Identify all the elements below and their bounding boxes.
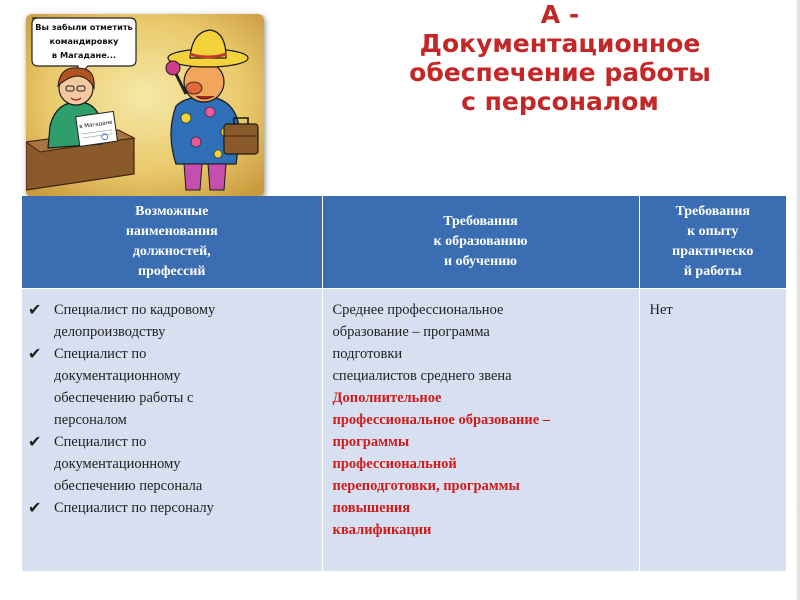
list-item — [28, 431, 314, 497]
header-line: к образованию — [433, 234, 528, 249]
requirements-table — [22, 196, 786, 571]
list-item — [28, 343, 314, 431]
header-line: должностей, — [132, 244, 211, 259]
cartoon-scene — [26, 14, 264, 197]
education-line: образование – программа — [332, 324, 490, 340]
positions-cell — [22, 289, 322, 571]
education-line: подготовки — [332, 346, 403, 362]
speech-line-1: Вы забыли отметить — [35, 22, 133, 32]
header-education — [322, 196, 639, 289]
header-line: Требования — [443, 214, 518, 229]
position-line: обеспечению персонала — [54, 478, 203, 494]
checkmark-icon: ✔ — [28, 498, 42, 517]
position-line: Специалист по персоналу — [54, 500, 214, 516]
checkmark-icon: ✔ — [28, 300, 42, 319]
header-line: профессий — [138, 264, 206, 279]
education-cell — [322, 289, 639, 571]
education-highlight-line: квалификации — [332, 522, 432, 538]
experience-cell — [639, 289, 786, 571]
position-line: персоналом — [54, 412, 127, 428]
slide-edge — [796, 0, 800, 600]
header-line: к опыту — [687, 224, 739, 239]
position-line: обеспечению работы с — [54, 390, 194, 406]
education-line: специалистов среднего звена — [332, 368, 512, 384]
experience-value: Нет — [649, 302, 673, 318]
header-line: Требования — [675, 204, 751, 219]
education-highlight-line: программы — [332, 434, 410, 450]
cartoon-illustration — [26, 14, 264, 197]
position-line: Специалист по — [54, 346, 147, 362]
header-positions — [22, 196, 322, 289]
header-experience — [639, 196, 786, 289]
title-line: А - — [540, 0, 580, 29]
education-line: Среднее профессиональное — [332, 302, 504, 318]
list-item — [28, 497, 314, 519]
header-line: Возможные — [135, 204, 209, 219]
header-line: и обучению — [444, 254, 517, 269]
education-highlight-line: повышения — [332, 500, 411, 516]
speech-line-3: в Магадане... — [51, 50, 117, 60]
table-row — [22, 289, 786, 571]
speech-line-2: командировку — [49, 36, 119, 46]
checkmark-icon: ✔ — [28, 344, 42, 363]
checkmark-icon: ✔ — [28, 432, 42, 451]
education-highlight-line: Дополнительное — [332, 390, 442, 406]
position-line: Специалист по кадровому — [54, 302, 216, 318]
table-header-row — [22, 196, 786, 289]
title-line: Документационное — [419, 29, 701, 58]
education-highlight-line: профессиональное образование – — [332, 412, 551, 428]
position-line: документационному — [54, 368, 181, 384]
title-line: с персоналом — [461, 87, 659, 116]
paper-sheet — [76, 111, 118, 146]
education-highlight-line: профессиональной — [332, 456, 457, 472]
page-title — [340, 0, 780, 150]
header-line: наименования — [125, 224, 218, 239]
position-line: документационному — [54, 456, 181, 472]
briefcase-icon — [224, 124, 258, 154]
header-line: практическо — [672, 244, 754, 259]
position-line: Специалист по — [54, 434, 147, 450]
education-highlight-line: переподготовки, программы — [332, 478, 520, 494]
paper-label: в Магадане — [78, 119, 114, 131]
title-line: обеспечение работы — [409, 58, 711, 87]
position-line: делопроизводству — [54, 324, 166, 340]
header-line: й работы — [683, 264, 742, 279]
list-item — [28, 299, 314, 343]
